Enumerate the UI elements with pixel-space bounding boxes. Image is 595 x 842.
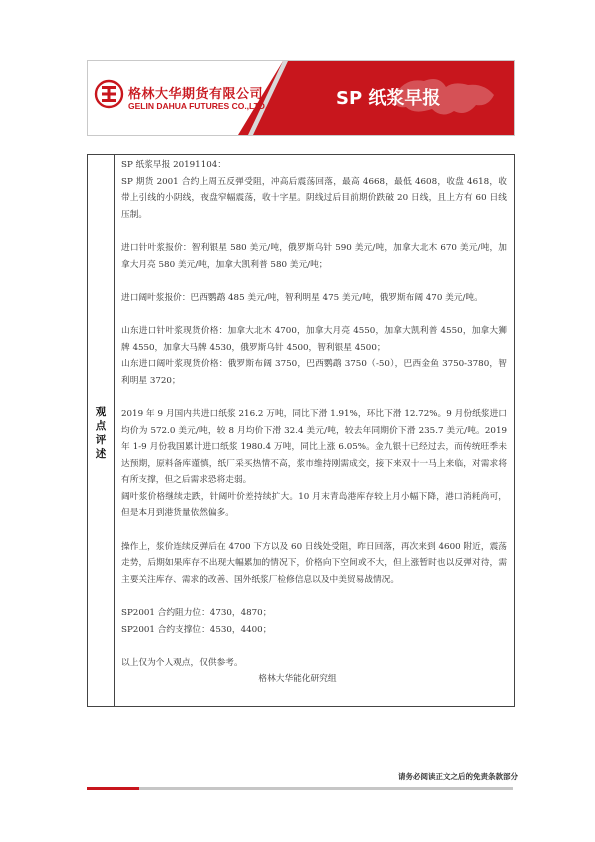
company-name-en: GELIN DAHUA FUTURES CO.,LTD. <box>128 101 268 111</box>
paragraph: 山东进口阔叶浆现货价格：俄罗斯布阔 3750，巴西鹦鹉 3750（-50），巴西金鱼 3750-3780，智利明星 3720； <box>121 359 507 386</box>
side-label: 观点评述 <box>95 406 107 460</box>
disclaimer-text: 请务必阅读正文之后的免责条款部分 <box>398 772 518 781</box>
paragraph: 阔叶浆价格继续走跌，针阔叶价差持续扩大。10 月末青岛港库存较上月小幅下降，港口消耗尚可，但是本月到港货量依然偏多。 <box>121 491 507 519</box>
paragraph: 2019 年 9 月国内共进口纸浆 216.2 万吨，同比下滑 1.91%，环比下滑 12.72%。9 月份纸浆进口均价为 572.0 美元/吨，较 8 月均价下滑 32.4 美元/吨，较去年同期价下滑 235.7 美元/吨。2019 年 1-9 月份我国累计进口纸浆 1980.4 万吨，同比上涨 6.05%。金九银十已经过去，而传统旺季未达预期，原料备库谨慎，纸厂采买热情不高，浆市维持刚需成交，接下来双十一马上来临，对需求将有所支撑，但之后需求恐将走弱。 <box>121 408 507 486</box>
paragraph: SP 纸浆早报 20191104： <box>121 160 226 170</box>
company-logo-icon <box>94 79 124 109</box>
paragraph: SP2001 合约阻力位：4730，4870； <box>121 608 272 619</box>
paragraph: 山东进口针叶浆现货价格：加拿大北木 4700，加拿大月亮 4550，加拿大凯利普 4550，加拿大狮牌 4550，加拿大马牌 4530，俄罗斯乌针 4500，智利银星 4500； <box>121 325 507 353</box>
header-banner <box>87 60 515 136</box>
research-team-signature: 格林大华能化研究组 <box>258 674 337 685</box>
paragraph: 进口针叶浆报价：智利银星 580 美元/吨，俄罗斯乌针 590 美元/吨，加拿大北木 670 美元/吨，加拿大月亮 580 美元/吨，加拿大凯利普 580 美元/吨； <box>121 242 507 270</box>
paragraph: SP2001 合约支撑位：4530，4400； <box>121 624 272 635</box>
footer-rule-accent <box>87 787 139 790</box>
report-title: SP 纸浆早报 <box>336 88 441 109</box>
footer-rule <box>87 787 513 790</box>
commentary-content <box>121 157 507 688</box>
paragraph: 操作上，浆价连续反弹后在 4700 下方以及 60 日线处受阻，昨日回落，再次来到 4600 附近，震荡走势，后期如果库存不出现大幅累加的情况下，价格向下空间或不大，但上涨暂时也以反弹对待，需主要关注库存、需求的改善、国外纸浆厂检修信息以及中美贸易战情况。 <box>121 541 507 585</box>
paragraph: 进口阔叶浆报价：巴西鹦鹉 485 美元/吨，智利明星 475 美元/吨，俄罗斯布阔 470 美元/吨。 <box>121 292 483 303</box>
company-name-cn: 格林大华期货有限公司 <box>128 87 264 102</box>
commentary-table <box>87 154 515 707</box>
paragraph: 以上仅为个人观点，仅供参考。 <box>121 657 243 668</box>
paragraph: SP 期货 2001 合约上周五反弹受阻，冲高后震荡回落，最高 4668，最低 4608，收盘 4618，收带上引线的小阴线，夜盘窄幅震荡，收十字星。阴线过后目前期价跌破 20 日线，且上方有 60 日线压制。 <box>121 176 507 220</box>
side-column <box>88 155 115 706</box>
